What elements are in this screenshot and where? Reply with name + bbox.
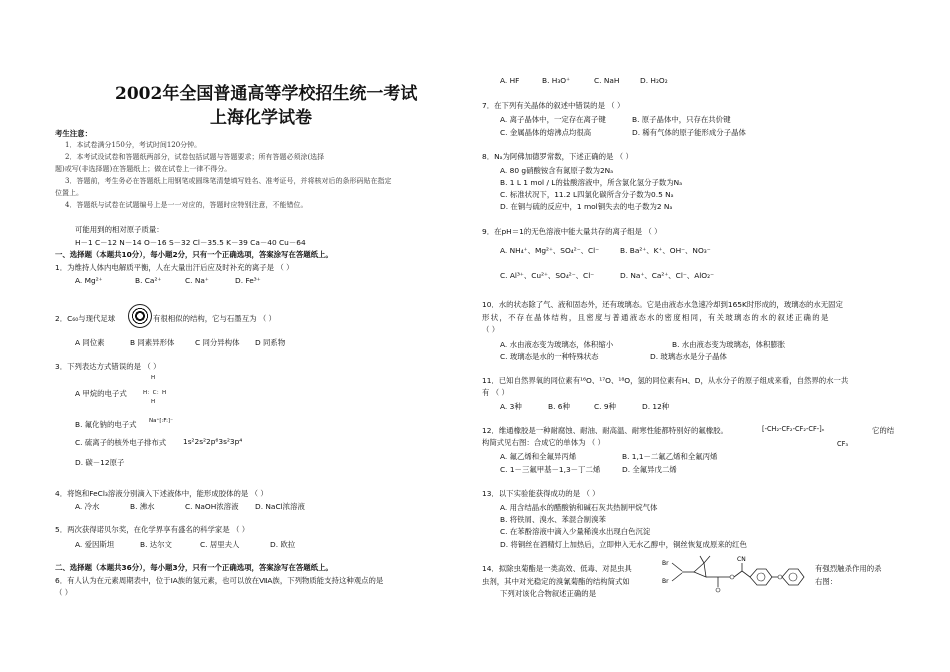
q11-option-d[interactable]: D. 12种 (642, 402, 670, 411)
q13-option-c[interactable]: C. 在苯酚溶液中滴入少量稀溴水出现白色沉淀 (500, 527, 651, 536)
q3-stem: 3．下列表达方式错误的是 （ ） (55, 362, 161, 371)
q5-option-c[interactable]: C. 居里夫人 (200, 540, 240, 549)
q7-option-d[interactable]: D. 稀有气体的原子能形成分子晶体 (632, 128, 746, 137)
q12-option-a[interactable]: A. 氟乙烯和全氟异丙烯 (500, 452, 577, 461)
q2-option-b[interactable]: B 同素异形体 (130, 338, 175, 347)
q9-option-d[interactable]: D. Na⁺、Ca²⁺、Cl⁻、AlO₂⁻ (620, 271, 714, 280)
q14-tail2: 右图： (815, 577, 838, 586)
q14-line2: 虫剂，其中对光稳定的溴氰菊酯的结构简式如 (482, 577, 630, 586)
q7-stem: 7．在下列有关晶体的叙述中错误的是 （ ） (482, 101, 625, 110)
q6-option-a[interactable]: A. HF (500, 76, 520, 85)
q12-line1: 12．维通橡胶是一种耐腐蚀、耐油、耐高温、耐寒性能都特别好的氟橡胶。 (482, 426, 728, 435)
q10-line3: （ ） (482, 325, 500, 334)
q8-option-b[interactable]: B. 1 L 1 mol / L的盐酸溶液中，所含氯化氢分子数为Nₐ (500, 178, 683, 187)
cn-label: CN (737, 556, 746, 563)
atomic-mass-label: 可能用到的相对原子质量： (75, 225, 164, 234)
q12-option-c[interactable]: C. 1－三氟甲基－1,3－丁二烯 (500, 465, 601, 474)
q4-option-b[interactable]: B. 沸水 (130, 502, 155, 511)
q11-option-c[interactable]: C. 9种 (594, 402, 616, 411)
q13-stem: 13．以下实验能获得成功的是 （ ） (482, 489, 600, 498)
atomic-mass-values: H－1 C－12 N－14 O－16 S－32 Cl－35.5 K－39 Ca－40 Cu－64 (75, 238, 306, 247)
q13-option-b[interactable]: B. 将铁屑、溴水、苯混合制溴苯 (500, 515, 606, 524)
q8-stem: 8．Nₐ为阿佛加德罗常数，下述正确的是 （ ） (482, 152, 633, 161)
deltamethrin-structure (662, 553, 812, 598)
q2-stem-post: 有很相似的结构，它与石墨互为 （ ） (153, 314, 276, 323)
fluoroelastomer-structure: [-CH₂-CF₂-CF₂-CF-]ₙ (762, 425, 825, 433)
q4-stem: 4．将饱和FeCl₃溶液分别滴入下述液体中，能形成胶体的是 （ ） (55, 489, 268, 498)
q6-stem-line2: （ ） (55, 588, 73, 597)
q8-option-c[interactable]: C. 标准状况下，11.2 L四氯化碳所含分子数为0.5 Nₐ (500, 190, 674, 199)
q3-option-d[interactable]: D. 碳－12原子 (75, 458, 125, 467)
q12-option-b[interactable]: B. 1,1－二氟乙烯和全氟丙烯 (622, 452, 718, 461)
fluoroelastomer-cf3: CF₃ (837, 440, 849, 448)
q10-option-c[interactable]: C. 玻璃态是水的一种特殊状态 (500, 352, 599, 361)
note-2a: 2．本考试设试卷和答题纸两部分，试卷包括试题与答题要求；所有答题必须涂(选择 (65, 153, 325, 161)
note-1: 1．本试卷满分150分，考试时间120分钟。 (65, 141, 202, 149)
q12-option-d[interactable]: D. 全氟异戊二烯 (622, 465, 677, 474)
q2-option-d[interactable]: D 同系物 (255, 338, 286, 347)
q10-line1: 10．水的状态除了气、液和固态外，还有玻璃态。它是由液态水急速冷却到165K时形成的，玻璃态的水无固定 (482, 300, 843, 309)
q6-stem-line1: 6．有人认为在元素周期表中，位于ⅠA族的氢元素，也可以放在ⅦA族，下列物质能支持这种观点的是 (55, 576, 384, 585)
q3-option-b[interactable]: B. 氟化钠的电子式 (75, 420, 137, 429)
br-label-1: Br (662, 560, 669, 567)
q1-option-a[interactable]: A. Mg²⁺ (75, 276, 103, 285)
methane-top-h: H (151, 375, 156, 381)
q5-stem: 5．两次获得诺贝尔奖，在化学界享有盛名的科学家是 （ ） (55, 525, 250, 534)
q1-option-b[interactable]: B. Ca²⁺ (135, 276, 162, 285)
q11-line1: 11．已知自然界氧的同位素有¹⁶O、¹⁷O、¹⁸O，氢的同位素有H、D，从水分子的原子组成来看，自然界的水一共 (482, 376, 849, 385)
q10-option-d[interactable]: D. 玻璃态水是分子晶体 (650, 352, 727, 361)
note-2b: 题)或写(非选择题)在答题纸上；做在试卷上一律不得分。 (55, 165, 232, 173)
note-3b: 位置上。 (55, 189, 83, 197)
soccer-ball-image (128, 304, 152, 328)
q2-stem-pre: 2．C₆₀与现代足球 (55, 314, 116, 323)
q8-option-a[interactable]: A. 80 g硝酸铵含有氮原子数为2Nₐ (500, 166, 614, 175)
q4-option-d[interactable]: D. NaCl浓溶液 (255, 502, 305, 511)
q1-option-c[interactable]: C. Na⁺ (185, 276, 209, 285)
q9-stem: 9．在pH＝1的无色溶液中能大量共存的离子组是 （ ） (482, 227, 662, 236)
q6-option-d[interactable]: D. H₂O₂ (640, 76, 668, 85)
q1-option-d[interactable]: D. Fe³⁺ (235, 276, 261, 285)
methane-bottom-h: H (151, 399, 156, 405)
q3-sulfide-config: 1s²2s²2p⁶3s²3p⁴ (183, 437, 243, 446)
q10-option-b[interactable]: B. 水由液态变为玻璃态，体积膨胀 (672, 340, 786, 349)
q11-option-a[interactable]: A. 3种 (500, 402, 522, 411)
note-3a: 3．答题前，考生务必在答题纸上用钢笔或圆珠笔清楚填写姓名、准考证号，并将核对后的条形码贴在指定 (65, 177, 392, 185)
q12-line2: 构简式见右图：合成它的单体为 （ ） (482, 438, 605, 447)
q10-line2: 形状，不存在晶体结构，且密度与普通液态水的密度相同，有关玻璃态的水的叙述正确的是 (482, 313, 830, 322)
naf-electron-formula: Na⁺[:F:]⁻ (149, 418, 174, 424)
q3-option-c[interactable]: C. 硫离子的核外电子排布式 (75, 438, 167, 447)
q7-option-c[interactable]: C. 金属晶体的熔沸点均很高 (500, 128, 592, 137)
section-1-heading: 一、选择题（本题共10分），每小题2分，只有一个正确选项，答案涂写在答题纸上。 (55, 250, 333, 259)
exam-subtitle: 上海化学试卷 (210, 108, 312, 128)
section-2-heading: 二、选择题（本题共36分），每小题3分，只有一个正确选项，答案涂写在答题纸上。 (55, 563, 333, 572)
q3-option-a[interactable]: A 甲烷的电子式 (75, 389, 127, 398)
exam-title: 2002年全国普通高等学校招生统一考试 (115, 84, 418, 104)
q9-option-a[interactable]: A. NH₄⁺、Mg²⁺、SO₄²⁻、Cl⁻ (500, 246, 600, 255)
q1-stem: 1．为维持人体内电解质平衡，人在大量出汗后应及时补充的离子是 （ ） (55, 263, 294, 272)
q7-option-a[interactable]: A. 离子晶体中，一定存在离子键 (500, 115, 606, 124)
q9-option-c[interactable]: C. Al³⁺、Cu²⁺、SO₄²⁻、Cl⁻ (500, 271, 595, 280)
methane-electron-formula: H：C：H (143, 390, 167, 396)
q14-line3: 下列对该化合物叙述正确的是 (500, 589, 597, 598)
q13-option-d[interactable]: D. 将铜丝在酒精灯上加热后，立即伸入无水乙醇中，铜丝恢复成原来的红色 (500, 540, 747, 549)
note-4: 4．答题纸与试卷在试题编号上是一一对应的，答题时应特别注意，不能错位。 (65, 201, 308, 209)
br-label-2: Br (662, 578, 669, 585)
notes-heading: 考生注意： (55, 129, 92, 138)
q9-option-b[interactable]: B. Ba²⁺、K⁺、OH⁻、NO₃⁻ (620, 246, 711, 255)
q12-tail: 它的结 (872, 426, 895, 435)
q5-option-d[interactable]: D. 欧拉 (270, 540, 296, 549)
q14-line1: 14．拟除虫菊酯是一类高效、低毒、对昆虫具 (482, 564, 632, 573)
q6-option-b[interactable]: B. H₃O⁺ (542, 76, 571, 85)
q2-option-a[interactable]: A 同位素 (75, 338, 105, 347)
q14-tail1: 有强烈触杀作用的杀 (815, 564, 882, 573)
q5-option-b[interactable]: B. 达尔文 (140, 540, 172, 549)
q11-line2: 有 （ ） (482, 388, 509, 397)
q2-option-c[interactable]: C 同分异构体 (195, 338, 240, 347)
q8-option-d[interactable]: D. 在铜与硫的反应中，1 mol铜失去的电子数为2 Nₐ (500, 202, 673, 211)
q10-option-a[interactable]: A. 水由液态变为玻璃态，体积缩小 (500, 340, 614, 349)
q5-option-a[interactable]: A. 爱因斯坦 (75, 540, 115, 549)
q4-option-a[interactable]: A. 冷水 (75, 502, 100, 511)
q7-option-b[interactable]: B. 原子晶体中，只存在共价键 (632, 115, 731, 124)
q11-option-b[interactable]: B. 6种 (548, 402, 570, 411)
q6-option-c[interactable]: C. NaH (594, 76, 620, 85)
q13-option-a[interactable]: A. 用含结晶水的醋酸钠和碱石灰共热制甲烷气体 (500, 503, 658, 512)
q4-option-c[interactable]: C. NaOH浓溶液 (185, 502, 239, 511)
